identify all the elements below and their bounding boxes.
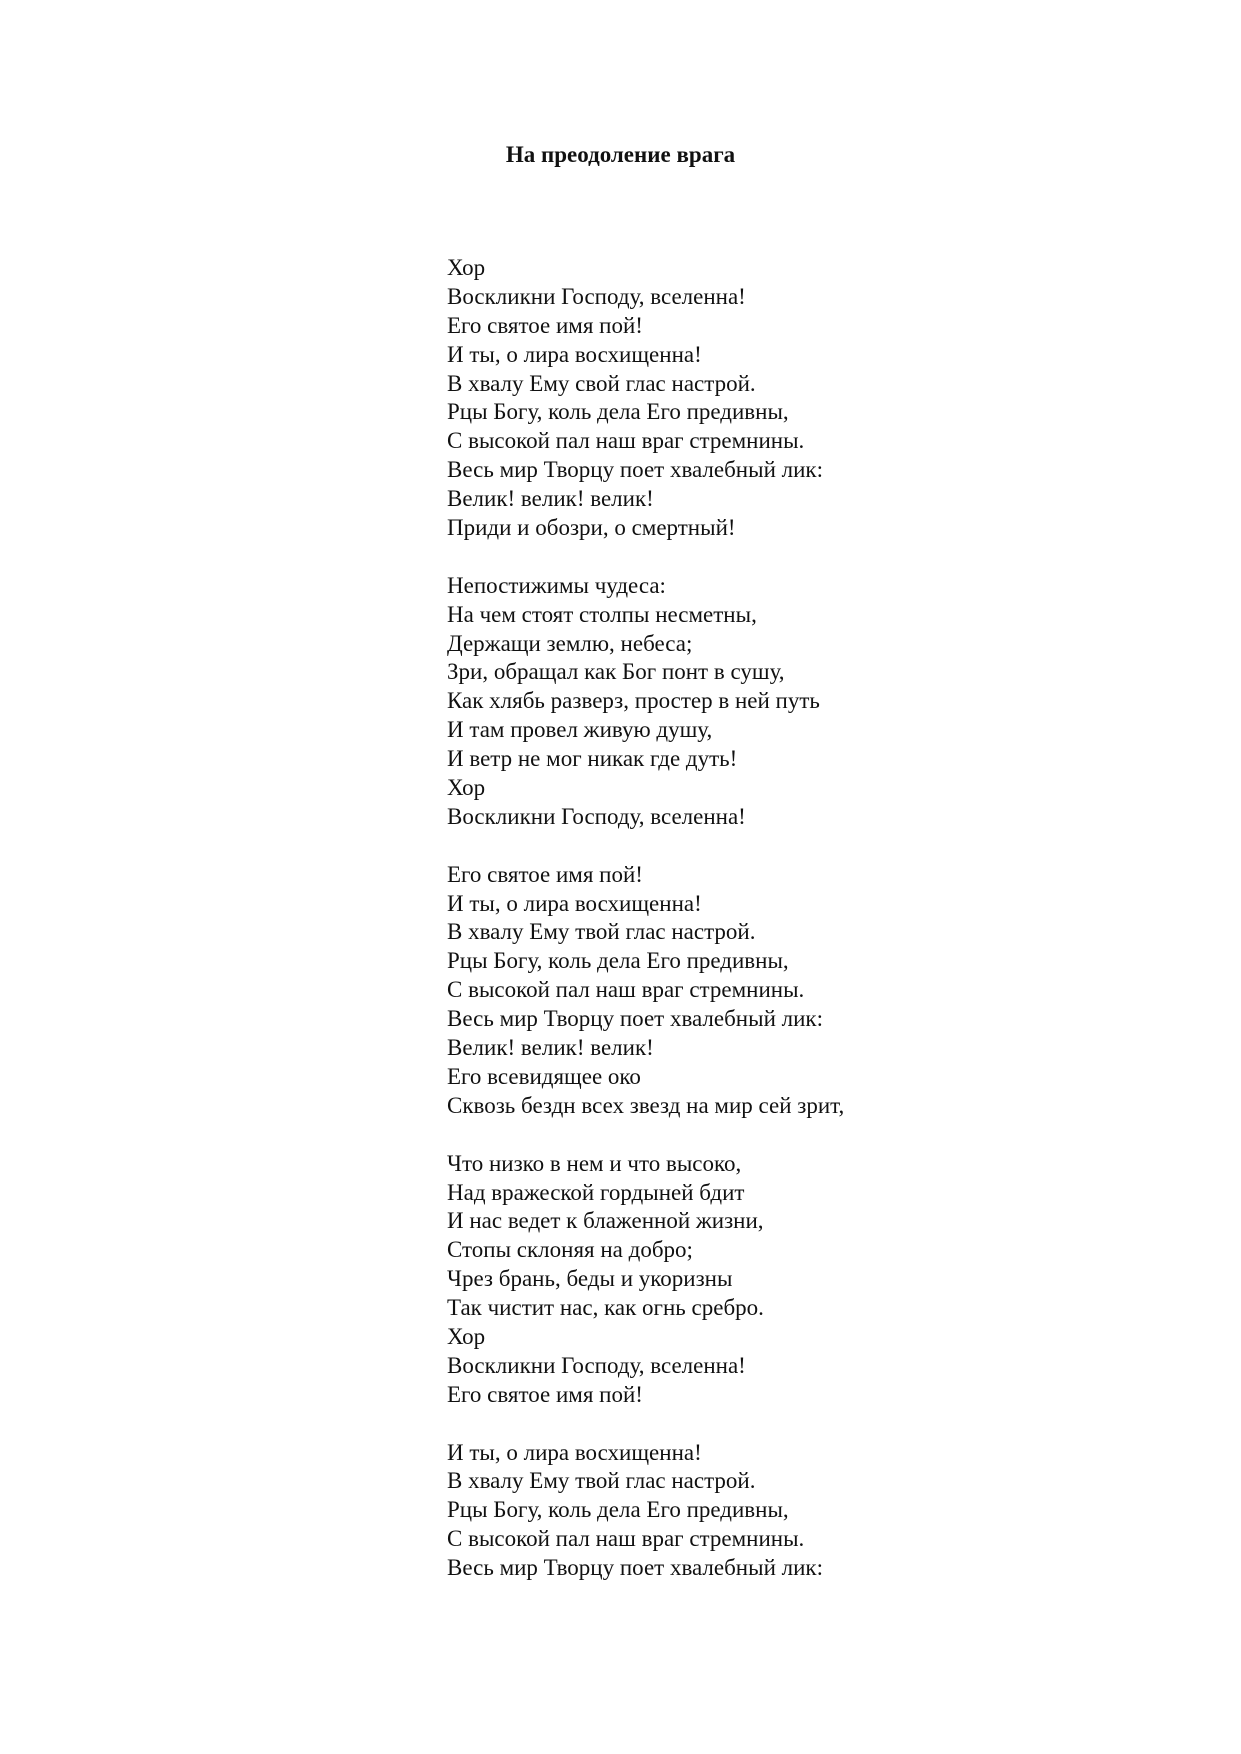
poem-line: Хор (447, 1323, 486, 1349)
poem-line: Рцы Богу, коль дела Его предивны, (447, 1497, 789, 1523)
poem-line: Рцы Богу, коль дела Его предивны, (447, 399, 789, 425)
poem-line: Сквозь бездн всех звезд на мир сей зрит, (447, 1092, 845, 1118)
poem-body (447, 254, 1147, 1583)
poem-line: В хвалу Ему твой глас настрой. (447, 919, 756, 945)
poem-line: Над вражеской гордыней бдит (447, 1179, 745, 1205)
poem-line: Приди и обозри, о смертный! (447, 515, 736, 541)
stanza (447, 1439, 1147, 1583)
poem-line: Воскликни Господу, вселенна! (447, 803, 746, 829)
poem-line: Стопы склоняя на добро; (447, 1237, 693, 1263)
poem-line: Держащи землю, небеса; (447, 630, 693, 656)
poem-line: И там провел живую душу, (447, 717, 713, 743)
poem-line: Его святое имя пой! (447, 312, 643, 338)
poem-line: Что низко в нем и что высоко, (447, 1150, 742, 1176)
poem-line: И ветр не мог никак где дуть! (447, 746, 738, 772)
poem-line: Чрез брань, беды и укоризны (447, 1266, 733, 1292)
poem-line: Воскликни Господу, вселенна! (447, 283, 746, 309)
poem-line: И нас ведет к блаженной жизни, (447, 1208, 764, 1234)
stanza (447, 254, 1147, 543)
poem-line: Его всевидящее око (447, 1063, 641, 1089)
stanza (447, 572, 1147, 832)
poem-line: Зри, обращал как Бог понт в сушу, (447, 659, 785, 685)
poem-line: С высокой пал наш враг стремнины. (447, 1526, 805, 1552)
poem-line: Его святое имя пой! (447, 861, 643, 887)
poem-line: Весь мир Творцу поет хвалебный лик: (447, 1555, 823, 1581)
poem-line: Хор (447, 775, 486, 801)
stanza (447, 1150, 1147, 1410)
poem-line: В хвалу Ему твой глас настрой. (447, 1468, 756, 1494)
poem-line: И ты, о лира восхищенна! (447, 1439, 702, 1465)
page-title: На преодоление врага (505, 142, 736, 167)
stanza (447, 861, 1147, 1121)
poem-line: Как хлябь разверз, простер в ней путь (447, 688, 820, 714)
poem-line: На чем стоят столпы несметны, (447, 601, 757, 627)
poem-line: Непостижимы чудеса: (447, 572, 666, 598)
poem-line: Воскликни Господу, вселенна! (447, 1352, 746, 1378)
poem-line: Хор (447, 255, 486, 280)
poem-line: С высокой пал наш враг стремнины. (447, 428, 805, 454)
poem-line: Рцы Богу, коль дела Его предивны, (447, 948, 789, 974)
poem-line: Так чистит нас, как огнь сребро. (447, 1295, 764, 1321)
poem-line: С высокой пал наш враг стремнины. (447, 977, 805, 1003)
poem-line: И ты, о лира восхищенна! (447, 890, 702, 916)
poem-line: Весь мир Творцу поет хвалебный лик: (447, 1006, 823, 1032)
poem-line: И ты, о лира восхищенна! (447, 341, 702, 367)
poem-line: Велик! велик! велик! (447, 486, 654, 512)
poem-line: В хвалу Ему свой глас настрой. (447, 370, 756, 396)
poem-line: Весь мир Творцу поет хвалебный лик: (447, 457, 823, 483)
poem-line: Его святое имя пой! (447, 1381, 643, 1407)
poem-line: Велик! велик! велик! (447, 1035, 654, 1061)
